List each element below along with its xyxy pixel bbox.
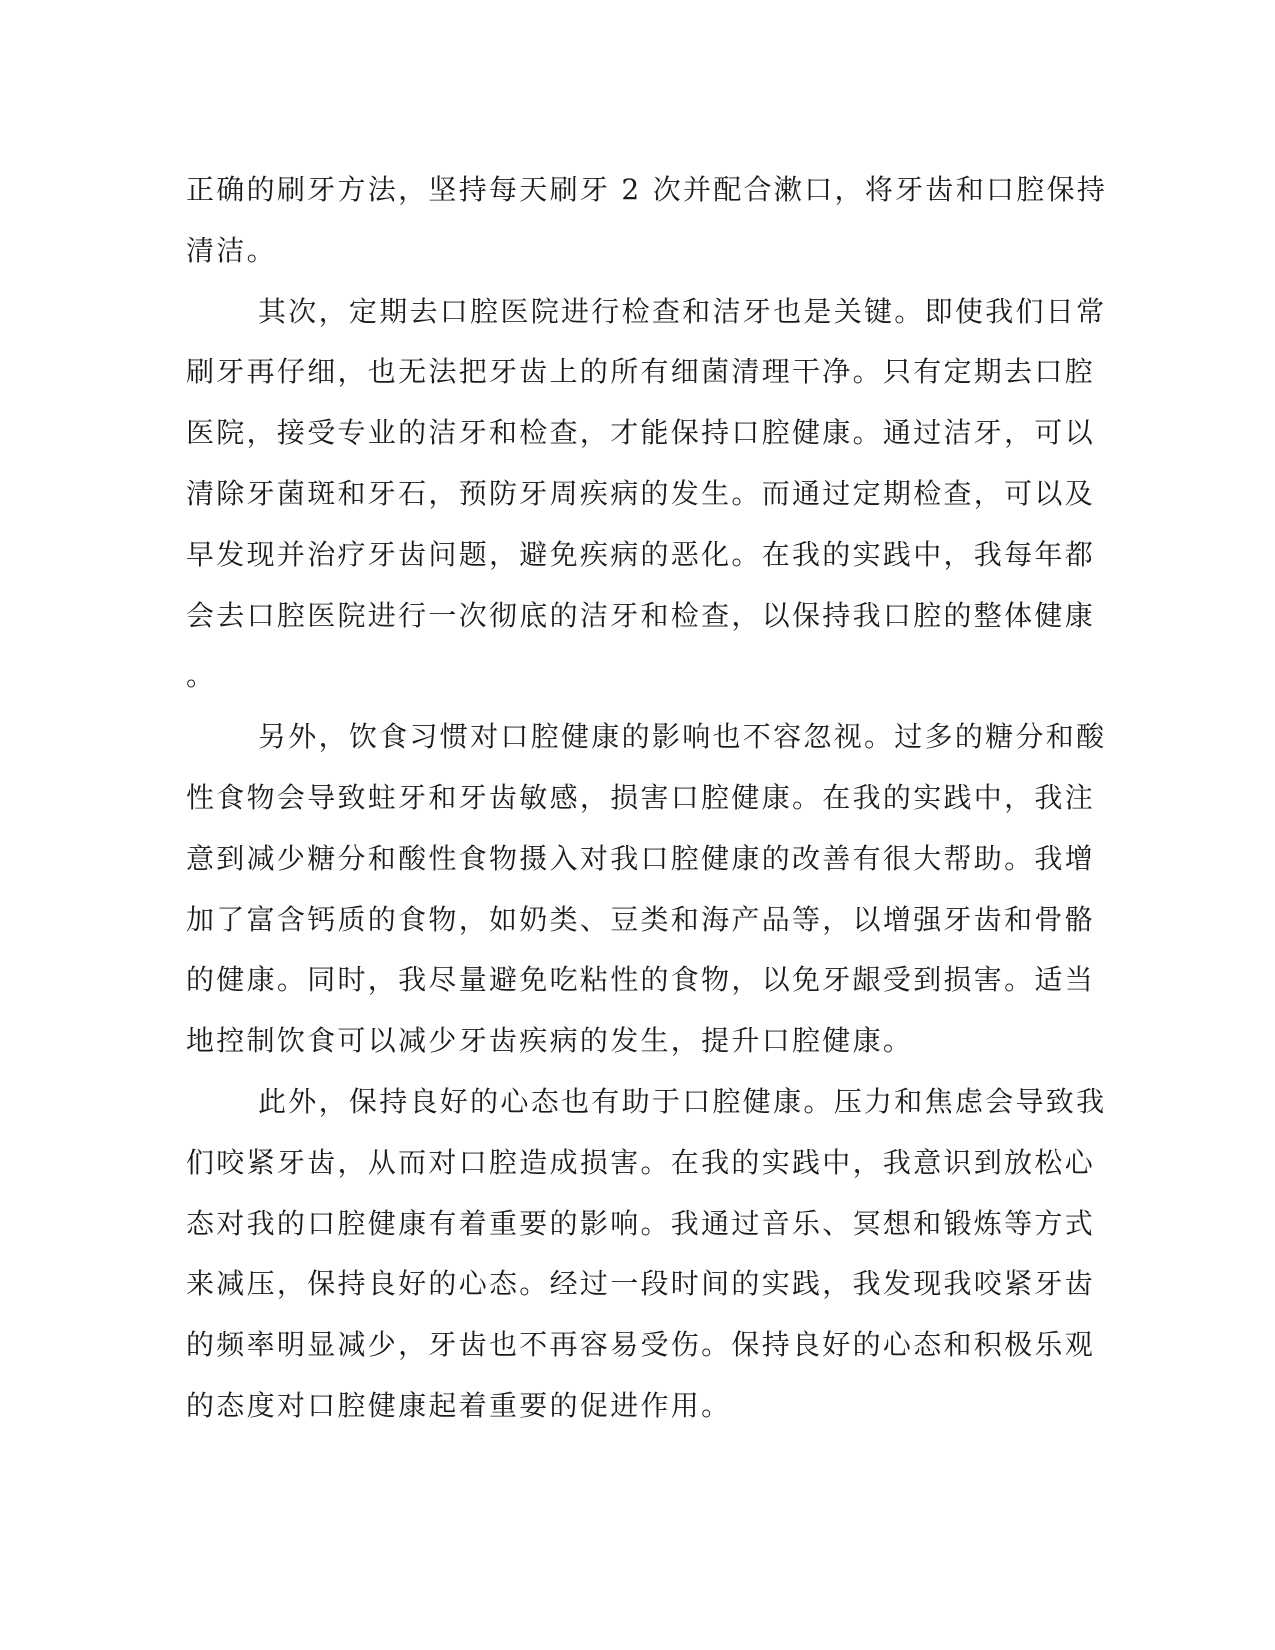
text-line: 加了富含钙质的食物，如奶类、豆类和海产品等，以增强牙齿和骨骼	[186, 902, 1096, 936]
text-line: 地控制饮食可以减少牙齿疾病的发生，提升口腔健康。	[186, 1024, 914, 1058]
text-line: 清洁。	[186, 233, 277, 267]
text-line: 会去口腔医院进行一次彻底的洁牙和检查，以保持我口腔的整体健康	[186, 598, 1096, 632]
text-line: 的健康。同时，我尽量避免吃粘性的食物，以免牙龈受到损害。适当	[186, 963, 1096, 997]
text-line: 正确的刷牙方法，坚持每天刷牙 2 次并配合漱口，将牙齿和口腔保持	[186, 173, 1108, 206]
text-line: 刷牙再仔细，也无法把牙齿上的所有细菌清理干净。只有定期去口腔	[186, 355, 1096, 389]
text-line: 们咬紧牙齿，从而对口腔造成损害。在我的实践中，我意识到放松心	[186, 1145, 1096, 1179]
paragraph-first-line: 另外，饮食习惯对口腔健康的影响也不容忽视。过多的糖分和酸	[258, 720, 1107, 754]
text-line: 清除牙菌斑和牙石，预防牙周疾病的发生。而通过定期检查，可以及	[186, 476, 1096, 510]
text-line: 的频率明显减少，牙齿也不再容易受伤。保持良好的心态和积极乐观	[186, 1328, 1096, 1362]
text-line: 意到减少糖分和酸性食物摄入对我口腔健康的改善有很大帮助。我增	[186, 841, 1096, 875]
text-line: 医院，接受专业的洁牙和检查，才能保持口腔健康。通过洁牙，可以	[186, 416, 1096, 450]
text-line: 早发现并治疗牙齿问题，避免疾病的恶化。在我的实践中，我每年都	[186, 537, 1096, 571]
paragraph-first-line: 其次，定期去口腔医院进行检查和洁牙也是关键。即使我们日常	[258, 294, 1107, 328]
text-line: 性食物会导致蛀牙和牙齿敏感，损害口腔健康。在我的实践中，我注	[186, 780, 1096, 814]
paragraph-first-line: 此外，保持良好的心态也有助于口腔健康。压力和焦虑会导致我	[258, 1084, 1107, 1118]
text-line: 态对我的口腔健康有着重要的影响。我通过音乐、冥想和锻炼等方式	[186, 1206, 1096, 1240]
body-text	[186, 160, 1108, 1437]
text-line: 的态度对口腔健康起着重要的促进作用。	[186, 1388, 732, 1422]
text-line: 。	[186, 659, 217, 693]
text-line: 来减压，保持良好的心态。经过一段时间的实践，我发现我咬紧牙齿	[186, 1267, 1096, 1301]
